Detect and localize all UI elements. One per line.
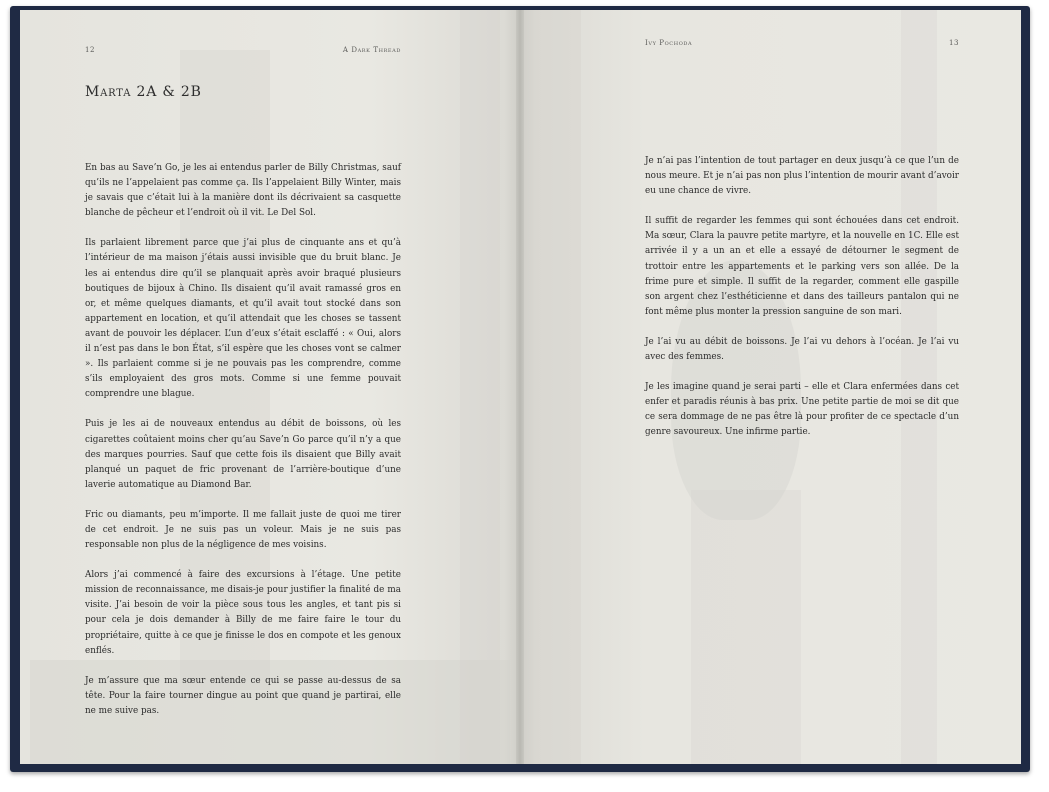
paragraph: Puis je les ai de nouveaux entendus au débit de boissons, où les cigarettes coûtaient moins cher qu’au Save’n Go parce qu’il n’y a que des marques pourries. Sauf que cette fois ils disaient que Billy avait planqué un paquet de fric provenant de l’arrière-boutique d’une laverie automatique au Diamond Bar. (85, 419, 401, 490)
paragraph: Je m’assure que ma sœur entende ce qui se passe au-dessus de sa tête. Pour la faire tourner dingue au point que quand je partirai, elle ne me suive pas. (85, 675, 401, 716)
chapter-title: Marta 2A & 2B (85, 84, 202, 100)
left-running-head: A Dark Thread (342, 46, 401, 54)
left-page-number: 12 (85, 46, 96, 54)
background-photo-window (521, 10, 581, 764)
book-gutter (516, 10, 524, 764)
background-photo-frame (460, 10, 500, 764)
paragraph: Je n’ai pas l’intention de tout partager en deux jusqu’à ce que l’un de nous meure. Et je n’ai pas non plus l’intention de mourir avant d’avoir eu une chance de vivre. (645, 156, 959, 197)
right-page (521, 10, 1021, 764)
right-body-text (645, 154, 959, 456)
paragraph: Alors j’ai commencé à faire des excursions à l’étage. Une petite mission de reconnaissance, me disais-je pour justifier la finalité de ma visite. J’ai besoin de voir la pièce sous tous les angles, et tant pis si pour cela je dois demander à Billy de me faire faire le tour du propriétaire, quitte à ce que je finisse le dos en compote et les genoux enflés. (85, 570, 401, 656)
left-page (20, 10, 519, 764)
left-body-text (85, 161, 401, 734)
paragraph: Ils parlaient librement parce que j’ai plus de cinquante ans et qu’à l’intérieur de ma maison j’étais aussi invisible que du bruit blanc. Je les ai entendus dire qu’il se planquait après avoir braqué plusieurs boutiques de bijoux à Chino. Ils disaient qu’il avait ramassé gros en or, et même quelques diamants, et qu’il avait tout stocké dans son appartement en location, et qu’il attendait que les choses se tassent avant de pouvoir les déplacer. L’un d’eux s’était esclaffé : « Oui, alors il n’est pas dans le bon État, s’il espère que les choses vont se calmer ». Ils parlaient comme si je ne pouvais pas les comprendre, comme s’ils employaient des gros mots. Comme si une femme pouvait comprendre une blague. (85, 238, 401, 400)
right-running-head: Ivy Pochoda (645, 39, 693, 47)
paragraph: Fric ou diamants, peu m’importe. Il me fallait juste de quoi me tirer de cet endroit. Je ne suis pas un voleur. Mais je ne suis pas responsable non plus de la négligence de mes voisins. (85, 509, 401, 551)
right-page-number: 13 (949, 39, 960, 47)
paragraph: En bas au Save’n Go, je les ai entendus parler de Billy Christmas, sauf qu’ils ne l’appelaient pas comme ça. Ils l’appelaient Billy Winter, mais je savais que c’était lui à la manière dont ils décrivaient sa casquette blanche de pêcheur et l’endroit où il vit. Le Del Sol. (85, 163, 401, 219)
paragraph: Je l’ai vu au débit de boissons. Je l’ai vu dehors à l’océan. Je l’ai vu avec des femmes. (645, 336, 959, 363)
paragraph: Il suffit de regarder les femmes qui sont échouées dans cet endroit. Ma sœur, Clara la pauvre petite martyre, et la nouvelle en 1C. Elle est arrivée il y a un an et elle a essayé de détourner le segment de trottoir entre les appartements et le parking vers son allée. De la frime pure et simple. Il suffit de la regarder, comment elle gaspille son argent chez l’esthéticienne et dans des tailleurs pantalon qui ne font même plus monter la pression sanguine de son mari. (645, 216, 959, 317)
paragraph: Je les imagine quand je serai parti – elle et Clara enfermées dans cet enfer et paradis réunis à bas prix. Une petite partie de moi se dit que ce sera dommage de ne pas être là pour profiter de ce spectacle d’un genre savoureux. Une infirme partie. (645, 382, 959, 438)
background-photo-body (691, 490, 801, 764)
